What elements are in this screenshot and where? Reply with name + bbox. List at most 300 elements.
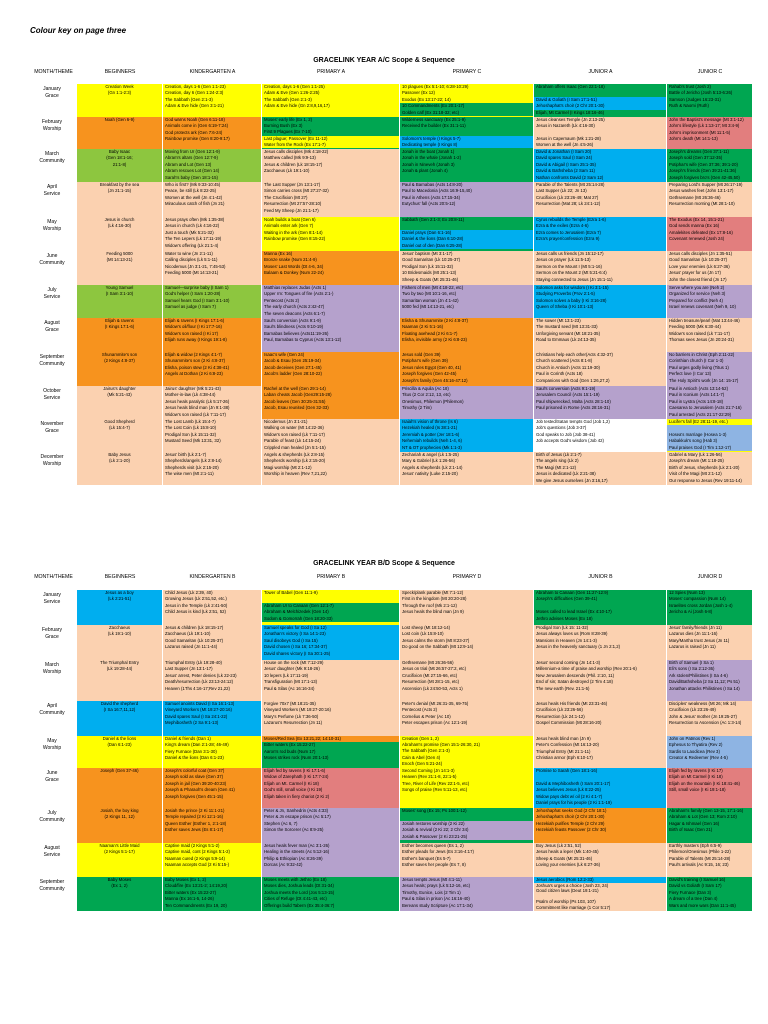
lesson-line: Priscilla & Aquila (Ac 18) [402,386,449,391]
lesson-line: Bitter waters (Ex 15:22-27) [264,742,316,748]
lesson-line: Joseph forgives (Gen 45:1-15) [165,793,224,799]
lesson-line: Boy Jesus (Lk 2:51, 52) [536,843,582,848]
lesson-line: Crucifixion (Lk 23:26-49; Mat 27) [536,194,599,200]
lesson-line: Adam & Eve hide (Gen 3:1-21) [165,103,224,109]
lesson-line: Church scattered (Acts 8:1-8) [536,358,593,364]
lesson-line: Nicodemus (Jn 3:1-21) [264,419,308,424]
lesson-line: Transfiguration (Mt 17:1-13) [264,679,318,685]
lesson-cell [400,318,533,352]
lesson-line: Moving from Ur (Gen 12:1-9) [165,149,220,154]
lesson-line: Our response to Jesus (Rev 19:11-14) [669,477,742,483]
lesson-line: Two by two (Mt 10:1-16, etc) [402,291,457,297]
lesson-cell [667,117,752,149]
lesson-line: Nathan confronts David (2 Sam 12) [536,174,604,180]
month-theme-cell [30,84,74,99]
lesson-line: Parable of the Talents (Mt 25:14-28) [536,182,605,187]
lesson-cell [262,877,399,911]
month-label: September [39,354,65,360]
lesson-line: Rahab's trust (Josh 2) [669,84,711,89]
lesson-line: Baby Moses (Ex 1, 2) [165,877,207,882]
lesson-line: Joseph's family (Gen 45:16-47:12) [402,377,468,383]
lesson-cell [667,217,752,251]
lesson-line: Adam & Eve hide (Gn 2:8,9,16,17) [264,103,330,109]
lesson-line: Joseph forgives bro's (Gen 42-45,50) [669,174,740,180]
lesson-line: End of sin; Satan destroyed (2 Tim 4:18) [536,679,613,685]
lesson-line: Paul in Athens (Acts 17:15-34) [402,194,461,200]
lesson-line: Ezra comes to Jerusalem (Ezra 7) [536,229,601,235]
month-label: October [43,388,61,394]
lesson-line: Widow's son raised (Lk 7:11-17) [264,431,325,437]
lesson-cell [262,736,399,768]
lesson-cell [667,318,752,352]
lesson-line: Just a touch (Mk 5:21-32) [165,229,214,235]
table-row [30,768,753,808]
lesson-cell [77,285,162,318]
lesson-line: Prodigal Son (Lk 15:11-32) [402,263,454,269]
beginners-story: Feeding 5000 [106,251,133,256]
theme-label: Grace [45,633,59,640]
lesson-line: The Last Supper (Jn 13:1-17) [264,182,321,187]
lesson-line: Prepared for conflict (Neh 4) [669,297,723,303]
lesson-line: The Sabbath (Gen 2:1-3) [165,96,213,102]
lesson-line: Josiah & revival (2 Ki 22; 2 Chr 34) [400,827,533,833]
lesson-cell [163,660,261,701]
theme-label: Worship [42,668,62,675]
lesson-line: Battle of Jericho (Josh 5:13-6:26) [669,90,733,96]
lesson-line: The Holy Spirit's work (Jn 14: 15-17) [669,377,739,383]
lesson-line: Ascension (Lk 24:50-53, Acts 1) [402,685,463,691]
lesson-line: Organized for service (Neh 3) [669,291,726,297]
lesson-line: Jonah & plant (Jonah 4) [402,168,448,174]
lesson-line: Peter & Jn, Sanhedrin (Acts 4:33) [264,808,329,813]
beginners-story: (Jn 21:1-15) [107,188,132,194]
lesson-line: Samuel hears God (I Sam 3:1-10) [165,297,230,303]
lesson-line: David chosen (I Sa 16; 17:34-37) [264,644,328,650]
lesson-line: Angels & shepherds (Lk 2:1-14) [402,464,463,470]
lesson-line: Studying Proverbs (Prov 2:1-5) [536,291,595,297]
lesson-line: Samuel anoints David (I Sa 16:1-13) [165,701,235,706]
lesson-line: Paul in Iconium (Acts 14:1-7) [669,392,725,398]
month-theme-cell [30,149,74,164]
lesson-cell [400,701,533,736]
table-row [30,808,753,843]
lesson-line: Jesus prays often (Mk 1:35-38) [165,217,225,222]
lesson-cell [667,149,752,182]
beginners-story: (2 Kings 5:1-17) [104,849,135,855]
lesson-line: Temple repaired (2 Ki 12:1-16) [165,814,224,820]
lesson-line: Habakkuk's song (Hab 3) [667,438,752,444]
lesson-line: Zacchaeus (Lk 19:1-10) [264,168,310,174]
lesson-line: Stephen (Ac 6, 7) [264,820,298,826]
lesson-line: Peter escapes prison (Ac 12:1-19) [402,720,468,726]
lesson-line: Burning Bush (Ex 3) [264,123,303,129]
beginners-story: (Lk 19:28-44) [106,666,133,672]
beginners-story: (Lk 4:16-30) [107,223,132,229]
lesson-line: God's helper (I Sam 1:20-28) [165,291,221,297]
lesson-line: Elijah on the mountain (I Ki 18:41-46) [669,780,740,786]
lesson-line: Corinthian church (I Cor 1-3) [669,358,724,364]
lesson-line: 10 lepers (Lk 17:11-19) [264,672,309,678]
lesson-line: Barnabas believes (Acts11:19-26) [264,330,329,336]
lesson-line: Christians help each other(Acts 4:32-37) [536,352,613,357]
lesson-line: Commitment like marriage (1 Cor 5:17) [536,904,611,910]
lesson-line: Paul shipwrecked, Malta (Acts 28:1-10) [536,398,611,404]
lesson-line: Paul in Corinth (Acts 18) [536,371,583,377]
lesson-line: Growing Jesus (Lk 2:51,52, etc.) [165,596,227,602]
lesson-line: Hezekiah healed (Is 38:1-21) [402,425,458,431]
month-label: May [47,219,57,225]
lesson-line: God's still, small voice (I Ki 19) [264,787,323,793]
lesson-line: Serve where you are (Neh 2) [669,285,725,290]
lesson-line: Jehoshaphat's choir (2 Chr 20:1-30) [536,814,605,820]
lesson-cell [534,843,666,877]
lesson-line: Healing in the streets (Ac 5:12-16) [264,849,330,855]
lesson-line: First 9 Plagues (Ex 7-10) [264,129,312,135]
lesson-line: Paul & Barnabas (Acts 14:8-20) [402,182,463,187]
lesson-line: Saul's blindness (Acts 9:10-19) [264,324,324,330]
lesson-line: Israelites cross Jordan (Josh 1-4) [669,602,733,608]
lesson-line: Parable of Talents (Mt 25:14-28) [669,855,731,861]
month-theme-cell [30,452,74,467]
lesson-line: First in the kingdom (Mt 20:20-28) [402,596,467,602]
lesson-cell [667,736,752,768]
month-label: February [41,119,62,125]
lesson-line: God warns Noah (Gen 6:11-18) [165,117,225,122]
lesson-line: Elijah runs away (I Kings 19:1-8) [165,337,227,343]
lesson-line: Rainbow promise (Gen 8:20-9:17) [165,136,230,142]
table-row [30,352,753,386]
lesson-line: The Ten Lepers (Lk 17:11-19) [165,236,222,242]
lesson-line: Jesus believes Jesus (Lk 8:22-25) [536,787,601,793]
lesson-cell [163,84,261,117]
lesson-line: Passover (Ex 12) [402,90,435,96]
month-label: July [47,287,57,293]
lesson-line: Love your enemies (Lk 6:27-36) [669,263,730,269]
lesson-line: Resurrection morning (Mt 28:1-10) [669,201,735,207]
lesson-cell [77,251,162,285]
lesson-line: The mustard seed (Mt 13:31-33) [536,324,598,330]
lesson-line: Lost coin (Lk 15:8-10) [402,631,444,637]
lesson-cell [534,251,666,285]
lesson-line: Through the roof (Mk 2:1-12) [402,602,457,608]
lesson-line: Lost sheep (Mt 18:12-14) [402,625,451,630]
lesson-line: Jesus in the Temple (Lk 2:41-50) [165,602,228,608]
lesson-line: Jesus & children (Lk 18:15-17) [165,625,224,630]
lesson-line: Birth of Samuel (I Sa 1) [669,660,714,665]
column-header-primary-b: PRIMARY B [316,574,346,580]
lesson-line: Joseph in jail (Gen 39:20-40:23) [165,780,227,786]
lesson-cell [534,84,666,117]
month-theme-cell [30,843,74,858]
month-theme-cell [30,768,74,783]
lesson-cell [400,736,533,768]
lesson-line: Jonah in the whale (Jonah 1-2) [402,155,462,161]
lesson-line: A dream of a tree (Dan 4) [669,896,718,902]
month-label: April [46,184,57,190]
lesson-line: Worship in heaven (Rev 7,21,22) [264,471,327,477]
lesson-line: The angels sing (Lk 2) [536,458,579,464]
theme-label: Worship [42,125,62,132]
beginners-story: (Mk 5:21-43) [107,392,132,398]
lesson-cell [400,149,533,182]
table-row [30,701,753,736]
lesson-cell [163,701,261,736]
theme-label: Grace [45,427,59,434]
month-theme-cell [30,117,74,132]
lesson-line: David & Mephibosheth (I Sam 20:1-17) [534,781,666,787]
lesson-line: Mary/Martha trust Jesus (Jn 11) [669,637,730,643]
month-theme-cell [30,625,74,640]
lesson-line: 10 Commandments (Ex 20:1-17) [400,103,533,109]
lesson-cell [262,452,399,485]
lesson-line: Cornelius & Peter (Ac 10) [402,713,451,719]
beginners-story: Josiah, the boy king [100,808,139,813]
lesson-line: The sower (Mt 13:1-23) [536,318,581,323]
lesson-line: Shepherds/angels (Lk 2:8-14) [165,458,222,464]
lesson-line: Heaven (Rev 21:1-8, 22:1-5) [402,774,457,780]
lesson-line: Unforgiving servant (Mt 18:21-35) [536,330,601,336]
lesson-line: Paul prisoned in Rome (Acts 28:16-31) [536,405,611,411]
table-row [30,419,753,452]
table-row [30,843,753,877]
month-label: August [44,845,60,851]
lesson-line: Crippled man healed (Jn 5:1-15) [264,444,326,450]
lesson-line: David shares victory (I Sa 30:1-25) [264,650,331,656]
lesson-line: Jesus calls us friends (Jn 15:12-17) [536,251,604,256]
lesson-line: Daniel prays (Dan 6:1-16) [400,230,533,236]
lesson-line: Received the builder (Ex 31:1-11) [402,123,466,129]
lesson-line: Wars and more wars (Dan 11:1-45) [669,902,736,908]
lesson-cell [667,419,752,452]
month-label: June [46,770,58,776]
beginners-story: (I Sam 3:1-10) [105,291,134,297]
lesson-line: Vineyard Workers (Mt 19:27-20:16) [264,707,331,713]
lesson-line: Manna (Ex 16) [264,251,293,256]
lesson-line: Joseph sold as slave (Gen 37) [165,774,224,780]
lesson-line: Jesus' prayer for us (Jn 17) [669,270,721,276]
column-header-primary-d: PRIMARY D [452,574,482,580]
lesson-line: Elisha & Shunammite (2 Ki 4:8-37) [402,318,468,323]
lesson-line: House on the rock (Mt 7:12-29) [264,660,324,665]
lesson-line: Samuel as judge (I Sam 7) [165,304,216,310]
lesson-line: Zechariah & angel (Lk 1:5-25) [402,452,459,457]
lesson-line: No barriers in Christ (Eph 2:11-22) [669,352,735,357]
lesson-cell [77,452,162,485]
beginners-story: Daniel & the lions [102,736,137,741]
lesson-line: Queen of Sheba (I Ki 10:1-13) [536,304,594,310]
table-row [30,285,753,318]
lesson-cell [77,660,162,701]
lesson-line: Lazarus is raised (Jn 11) [669,644,716,650]
lesson-cell [163,736,261,768]
lesson-line: Jairus' daughter (Mk 5:21-43) [165,386,221,391]
lesson-line: David spares Saul (I Sam 24) [536,155,593,161]
beginners-story: (Lk 2:1-20) [109,458,130,464]
lesson-line: Ephesus to Thyatira (Rev 2) [669,742,723,748]
lesson-line: Triumphal Entry (Mt 21:1-11) [536,748,591,754]
lesson-line: Birth of Isaac (Gen 21) [669,827,713,833]
beginners-story: Jesus as a boy [105,590,134,595]
theme-label: Community [39,885,65,892]
lesson-line: Hezekiah purifies Temple (2 Chr 29) [536,820,605,826]
table-row [30,736,753,768]
lesson-cell [667,84,752,117]
lesson-cell [400,217,533,251]
lesson-line: Crucifixion (Mt 27:15-66, etc) [402,672,458,678]
lesson-line: John's lifestyle (Lk 1:13-17; Mt 3:4-9) [669,123,740,129]
lesson-cell [163,452,261,485]
month-theme-cell [30,590,74,605]
lesson-cell [400,251,533,285]
lesson-line: Jesus on prayer (Lk 11:5-13) [536,257,591,263]
lesson-line: Good citizen laws (Deut 19:1-21) [536,888,599,893]
lesson-line: Jonathan's victory (I Sa 14:1-23) [264,631,326,637]
table-row [30,452,753,485]
lesson-cell [77,217,162,251]
lesson-line: Daniel & the lions (Dan 6:10-28) [400,236,533,242]
column-header-beginners: BEGINNERS [104,69,136,75]
lesson-cell [667,182,752,217]
lesson-cell [400,419,533,452]
lesson-line: Paul to Macedonia (Acts 16:9-15,40) [402,188,472,194]
lesson-line: Rachel at the well (Gen 29:1-14) [264,386,326,391]
lesson-line: Titus (2 Cor 2:12, 13, etc) [402,392,451,398]
lesson-line: David & Bathsheba (2 Sam 11) [536,168,595,174]
lesson-line: Sheep & Goats (Mt 25:31-46) [402,276,459,282]
column-header-primary-c: PRIMARY C [452,69,482,75]
lesson-line: Offerings build Tabern (Ex 35:4-36:7) [264,902,335,908]
lesson-line: Golden calf (Ex 31:18-32; etc) [400,110,533,116]
lesson-line: Pentecost (Acts 2) [402,707,438,713]
month-label: September [39,879,65,885]
lesson-line: Sabbath (Gen 2:1-3; Ex 20:8-11) [402,217,465,222]
lesson-cell [667,285,752,318]
lesson-line: King's dream (Dan 2:1-28; 46-49) [165,742,229,748]
lesson-cell [262,149,399,182]
beginners-story: Baby Isaac [108,149,131,154]
lesson-cell [534,660,666,701]
lesson-line: Crucifixion (Lk 23:26-49) [669,707,716,713]
lesson-cell [534,590,666,625]
lesson-line: Elijah & widow (2 Kings 4:1-7) [165,352,223,357]
lesson-line: Joseph's difficulties (Gen 39-41) [536,596,598,602]
lesson-line: Ezra's prayer/confession (Ezra 9) [536,236,600,242]
lesson-line: Miraculous catch of fish (Jn 21) [165,201,225,207]
lesson-cell [667,590,752,625]
lesson-line: Matthew called (Mk 9:9-13) [264,155,316,161]
lesson-line: Covenant renewed (Josh 24) [669,236,725,242]
lesson-line: Hagar & Ishmael (Gen 16) [669,820,720,826]
lesson-line: Widow's son raised (Lk 7:11-17) [669,330,730,336]
lesson-line: Parable of feast (Lk 14:15-24) [264,438,321,444]
lesson-cell [667,701,752,736]
lesson-line: Nicodemus (Jn 3:1-21, 7:45-53) [165,263,226,269]
lesson-line: Last Supper (Lk 22; Jn 13) [536,188,587,194]
lesson-cell [163,318,261,352]
lesson-line: Aaron's rod buds (Num 17) [264,748,316,754]
lesson-line: Jesus heals a leper (Mk 1:40-45) [536,849,599,855]
lesson-line: Jonah in Nineveh (Jonah 3) [402,161,455,167]
lesson-line: Captive maid (2 Kings 5:1-2) [165,843,220,848]
lesson-cell [534,419,666,452]
lesson-cell [163,285,261,318]
lesson-line: Queen Esther (Esther 1, 2:1-18) [165,820,227,826]
lesson-line: Jacob & Esau (Gen 25:19-34) [264,358,321,364]
lesson-line: David spares Saul (I Sa 24:1-22) [165,713,228,719]
scope-title: GRACELINK YEAR A/C Scope & Sequence [313,57,455,64]
lesson-line: Birth of Jesus (Lk 2:1-7) [536,452,582,457]
lesson-line: Widow's oil/flour (I Ki 17:7-16) [165,324,222,330]
lesson-line: Good Samaritan (Lk 10:25-37) [669,257,728,263]
lesson-cell [667,768,752,808]
lesson-line: Mary & Gabriel (Lk 1:26-56) [402,458,456,464]
lesson-line: Earthly masters (Eph 6:5-9) [669,843,722,848]
lesson-line: Hosea's marriage (Hosea 1-3) [667,432,752,438]
lesson-cell [400,452,533,485]
lesson-line: Feeding 5000 (Mk 6:30-44) [669,324,721,330]
lesson-line: Last Supper (Jn 13:1-17) [165,666,213,672]
lesson-line: Psalm of worship (Ps 103, 107) [536,899,596,904]
lesson-line: God protects ark (Gen 7:6-24) [165,129,223,135]
lesson-line: 10 Bridesmaids (Mt 25:1-13) [402,270,457,276]
beginners-story: (Lk 15:4-7) [109,425,130,431]
lesson-cell [400,625,533,660]
lesson-line: David & Goliath (I Sam 17:1-51) [534,97,666,103]
lesson-line: Jesus heals blind man (Jn 9) [536,736,591,741]
lesson-line: Joshua's urges a choice (Josh 23, 24) [536,882,609,888]
lesson-line: Jesus in Nazareth (Lk 4:16-30) [536,123,595,129]
lesson-line: Josiah the prince (2 Ki 11:1-21) [165,808,225,813]
lesson-line: Jehoshaphat's choir (2 Chr 20:1-30) [534,103,666,109]
lesson-line: Timothy, Eunice, Lois (2 Tim 1) [402,889,461,895]
lesson-cell [163,251,261,285]
lesson-line: Visit of the Magi (Mt 2:1-12) [669,471,722,477]
lesson-line: Fishers of men (Mt 4:18-22, etc) [402,285,464,290]
lesson-line: Jonathan attacks Philistines (I Sa 14) [669,685,740,691]
lesson-cell [163,625,261,660]
beginners-story: Creation Week [105,84,134,89]
lesson-line: Feeding 5000 (Mt 14:13-21) [165,270,219,276]
lesson-line: Staying connected to Jesus (Jn 15:1-11) [536,276,613,282]
lesson-line: Moses' compassion (Num 14) [669,596,726,602]
theme-label: Service [43,851,61,858]
lesson-line: Joseph sold (Gen 37:12-35) [669,155,723,161]
lesson-cell [667,843,752,877]
lesson-line: Speck/plank parable (Mt 7:1-12) [402,590,464,595]
lesson-line: Jesus tempts Jesus (Mt 4:1-11) [402,877,462,882]
table-row [30,251,753,285]
lesson-line: Saul disobeys God (I Sa 15) [264,637,318,643]
lesson-cell [262,84,399,117]
lesson-line: John & Jesus' mother (Jn 19:25-27) [669,713,737,719]
lesson-cell [534,285,666,318]
lesson-cell [534,217,666,251]
lesson-cell [77,318,162,352]
lesson-line: Water to wine (Jn 2:1-11) [165,251,213,256]
lesson-line: Water from the Rock (Ex 17:1-7) [262,142,399,148]
lesson-line: Joseph's colorful coat (Gen 37) [165,768,225,773]
lesson-cell [262,768,399,808]
lesson-line: Job tested/Satan tempts God (Job 1,2) [536,419,610,424]
beginners-story: (2 Kings 11, 12) [104,814,135,820]
lesson-line: Simon the Sorcerer (Ac 8:9-25) [264,827,324,833]
lesson-line: 12 Spies (Num 13) [669,590,705,595]
lesson-line: Ezra & the exiles (Ezra 4-6) [536,223,589,229]
lesson-cell [400,285,533,318]
lesson-line: Mephibosheth (2 Sa 9:1-13) [165,720,219,726]
lesson-line: Naaman accepts God (2 Ki 5:15-) [165,862,230,868]
month-label: January [43,86,61,92]
